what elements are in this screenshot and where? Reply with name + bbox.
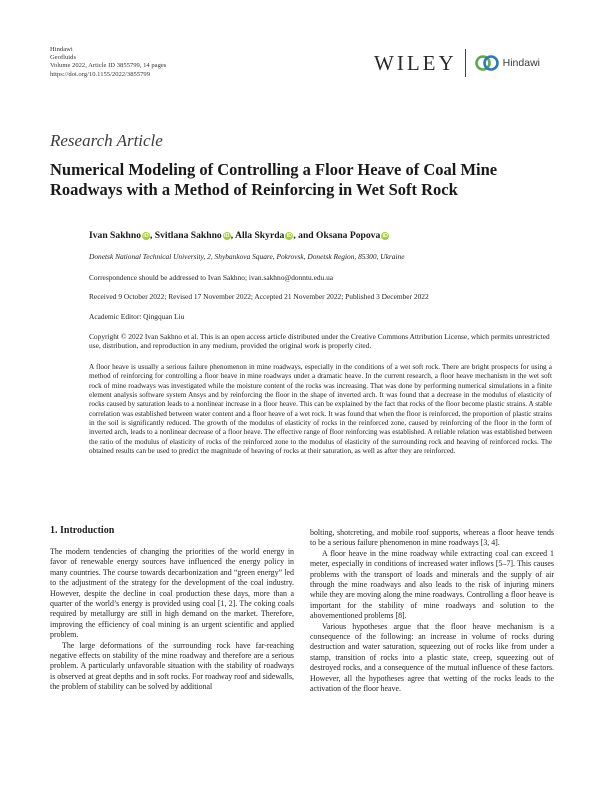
- paragraph: bolting, shotcreting, and mobile roof supports, whereas a floor heave tends to be a serious failure phenomenon in mine roadways [3, 4].: [310, 528, 554, 548]
- paragraph: A floor heave in the mine roadway while extracting coal can exceed 1 meter, especially in conditions of increased water inflows [5–7]. This causes problems with the transport of loads and minerals and the supply of air through the mine roadways and also leads to the risk of injuring miners while they are moving along the mine roadways. Controlling a floor heave is important for the stability of mine roadways and solution to the abovementioned problems [8].: [310, 548, 554, 621]
- wiley-logo: WILEY: [374, 50, 457, 75]
- paragraph: The modern tendencies of changing the priorities of the world energy in favor of renewable energy sources have influenced the energy policy in many countries. The course towards decarbonization and “green energy” led to the adjustment of the strategy for the development of the coal industry. However, despite the decline in coal production these days, more than a quarter of the world’s energy is provided using coal [1, 2]. The coking coals required by metallurgy are still in high demand on the market. Therefore, improving the efficiency of coal mining is an urgent scientific and applied problem.: [50, 547, 294, 640]
- orcid-icon[interactable]: iD: [223, 233, 230, 239]
- body-column-left: [50, 525, 294, 693]
- publication-dates: Received 9 October 2022; Revised 17 November 2022; Accepted 21 November 2022; Published 3 December 2022: [89, 292, 429, 301]
- article-type: Research Article: [50, 131, 163, 150]
- academic-editor: Academic Editor: Qingquan Liu: [89, 312, 185, 321]
- author-name[interactable]: Svitlana Sakhno: [154, 230, 222, 241]
- abstract: A floor heave is usually a serious failure phenomenon in mine roadways, especially in the conditions of a wet soft rock. There are bright prospects for using a method of reinforcing for controlling a floor heave in mine roadways under a dramatic heave. In the current research, a floor heave mechanism in the wet soft rock of mine roadways was investigated while the moisture content of the rocks was increasing. That was done by performing numerical simulations in a finite element analysis software system Ansys and by reinforcing the floor in the shape of inverted arch. It was found that a decrease in the modulus of elasticity of rocks caused by saturation leads to a nonlinear increase in a floor heave. This can be explained by the fact that rocks of the floor become plastic strains. A stable correlation was established between water content and a floor heave of a wet rock. It was found that when the floor is reinforced, the proportion of plastic strains in the soil is significantly reduced. The growth of the modulus of elasticity of rocks in the reinforced zone, caused by reinforcing of the floor in the form of inverted arch, leads to a nonlinear decrease of a floor heave. The effective range of floor reinforcing was established. A reliable relation was established between the ratio of the modulus of elasticity of rocks of the reinforced zone to the modulus of elasticity of the surrounding rock and heaving of reinforced rocks. The obtained results can be used to predict the magnitude of heaving of rocks at their saturation, as well as after they are reinforced.: [89, 363, 552, 456]
- publisher-name: Hindawi: [50, 46, 73, 53]
- author-name[interactable]: Alla Skyrda: [235, 230, 285, 241]
- orcid-icon[interactable]: iD: [143, 233, 149, 239]
- affiliation: Donetsk National Technical University, 2, Shybankova Square, Pokrovsk, Donetsk Region, 85300, Ukraine: [89, 252, 405, 261]
- hindawi-wordmark: Hindawi: [502, 57, 540, 69]
- article-title: Numerical Modeling of Controlling a Floor Heave of Coal Mine Roadways with a Method of Reinforcing in Wet Soft Rock: [50, 160, 498, 199]
- orcid-icon[interactable]: iD: [382, 233, 389, 239]
- copyright-notice: Copyright © 2022 Ivan Sakhno et al. This is an open access article distributed under the Creative Commons Attribution License, which permits unrestricted use, distribution, and reproduction in any medium, provided the original work is properly cited.: [89, 332, 550, 351]
- orcid-icon[interactable]: iD: [286, 233, 293, 239]
- author-name[interactable]: Oksana Popova: [316, 230, 381, 241]
- author-name[interactable]: Ivan Sakhno: [89, 230, 141, 241]
- journal-name: Geofluids: [50, 54, 77, 62]
- hindawi-logo-icon: [474, 54, 500, 72]
- correspondence: Correspondence should be addressed to Ivan Sakhno; ivan.sakhno@donntu.edu.ua: [89, 273, 334, 282]
- doi-link[interactable]: https://doi.org/10.1155/2022/3855799: [50, 70, 151, 78]
- publisher-brand: [374, 48, 540, 78]
- brand-divider: [465, 49, 466, 77]
- author-list: Ivan Sakhno iD, Svitlana Sakhno iD, Alla Skyrda iD, and Oksana Popova iD: [89, 230, 389, 241]
- journal-meta: [50, 46, 166, 79]
- paragraph: The large deformations of the surrounding rock have far-reaching negative effects on stability of the mine roadway and therefore are a serious problem. A particularly unfavorable situation with the stability of roadways is observed at great depths and in soft rocks. For roadway roof and sidewalls, the problem of stability can be solved by additional: [50, 640, 294, 692]
- body-column-right: [310, 528, 554, 695]
- volume-line: Volume 2022, Article ID 3855799, 14 pages: [50, 62, 167, 70]
- paragraph: Various hypotheses argue that the floor heave mechanism is a consequence of the following: an increase in volume of rocks during destruction and water saturation, squeezing out of rocks like from under a stamp, transition of rocks into a plastic state, creep, squeezing out of destroyed rocks, and a consequence of the mutual influence of these factors. However, all the hypotheses agree that wetting of the rocks leads to the activation of the floor heave.: [310, 621, 554, 694]
- section-heading: 1. Introduction: [50, 525, 115, 536]
